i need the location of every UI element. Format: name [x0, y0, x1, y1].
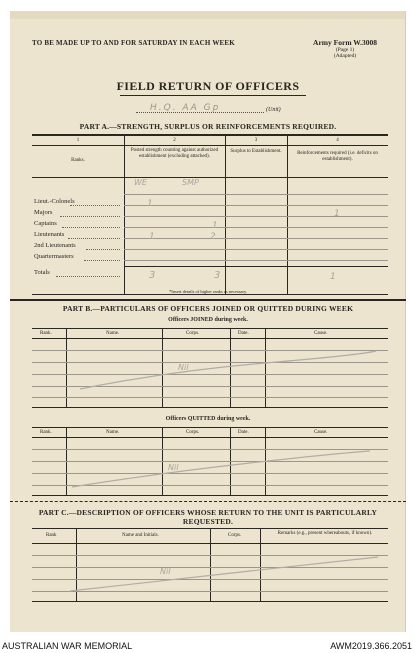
handwritten-value: 2 — [210, 232, 216, 242]
footer-credit: AUSTRALIAN WAR MEMORIAL — [2, 641, 133, 651]
handwritten-total: 1 — [330, 272, 336, 282]
handwritten-subhead-we: WE — [134, 178, 147, 187]
form-title: FIELD RETURN OF OFFICERS — [116, 79, 300, 93]
col-label-rank: Rank — [46, 533, 57, 538]
col-header-posted-strength: Posted strength counting against authorized establishment (excluding attached). — [130, 148, 219, 159]
form-number: Army Form W.3008 — [313, 38, 377, 47]
rank-label: 2nd Lieutenants — [34, 242, 76, 249]
part-c-heading-line1: PART C.—DESCRIPTION OF OFFICERS WHOSE RETURN TO THE UNIT IS PARTICULARLY — [38, 508, 378, 517]
col-label-corps: Corps. — [186, 331, 200, 336]
handwritten-total: 3 — [214, 270, 221, 281]
totals-label: Totals — [34, 269, 50, 276]
rank-label: Lieutenants — [34, 231, 65, 238]
footer-bar — [0, 639, 415, 653]
handwritten-nil: Nil — [168, 463, 179, 472]
handwritten-value: 1 — [149, 232, 155, 242]
handwritten-value: 1 — [212, 221, 218, 231]
part-a-heading: PART A.—STRENGTH, SURPLUS OR REINFORCEMENTS REQUIRED. — [79, 122, 337, 131]
part-c-heading-line2: REQUESTED. — [182, 517, 234, 526]
handwritten-nil: Nil — [160, 567, 171, 576]
col-label-corps: Corps. — [228, 533, 242, 538]
col-label-name: Name. — [106, 430, 120, 435]
col-label-name: Name. — [106, 331, 120, 336]
handwritten-value: 1 — [334, 209, 340, 219]
handwritten-total: 3 — [149, 270, 156, 281]
col-label-rank: Rank. — [40, 331, 52, 336]
instruction-text: TO BE MADE UP TO AND FOR SATURDAY IN EACH WEEK — [32, 39, 235, 47]
col-header-surplus: Surplus to Establishment. — [230, 149, 282, 154]
col-label-rank: Rank. — [40, 430, 52, 435]
col-label-cause: Cause. — [314, 430, 328, 435]
footer-accession-number: AWM2019.366.2051 — [330, 641, 412, 651]
col-label-remarks: Remarks (e.g., present whereabouts, if known). — [277, 531, 373, 536]
col-header-reinforcements: Reinforcements required (i.e. deficits on establishment). — [297, 151, 378, 162]
form-note: (Adapted) — [333, 53, 357, 59]
form-sheet — [10, 11, 406, 632]
handwritten-subhead-smp: SMP — [182, 178, 199, 187]
rank-label: Captains — [34, 220, 57, 227]
col-label-name-initials: Name and Initials. — [122, 533, 159, 538]
form-page: (Page 1) — [335, 47, 355, 53]
part-a-footnote: *Insert details of higher ranks as necessary. — [168, 289, 248, 294]
col-header-ranks: Ranks. — [71, 158, 85, 163]
unit-label: (Unit) — [266, 107, 281, 113]
unit-handwriting: H.Q. AA Gp — [150, 103, 221, 113]
col-number: 4 — [336, 138, 339, 143]
handwritten-nil: Nil — [178, 363, 189, 372]
rank-label: Lieut.-Colonels — [34, 198, 75, 205]
col-label-cause: Cause. — [314, 331, 328, 336]
part-b-heading: PART B.—PARTICULARS OF OFFICERS JOINED OR QUITTED DURING WEEK — [62, 304, 354, 313]
col-number: 2 — [173, 138, 176, 143]
rank-label: Majors — [34, 209, 53, 216]
col-number: 1 — [76, 138, 80, 143]
joined-title: Officers JOINED during week. — [168, 317, 248, 323]
quitted-title: Officers QUITTED during week. — [165, 416, 251, 422]
rank-label: Quartermasters — [34, 253, 74, 260]
handwritten-strike-lines — [10, 11, 406, 632]
col-number: 3 — [254, 138, 258, 143]
handwritten-value: 1 — [147, 199, 153, 209]
col-label-corps: Corps. — [186, 430, 200, 435]
col-label-date: Date. — [238, 331, 249, 336]
col-label-date: Date. — [238, 430, 249, 435]
